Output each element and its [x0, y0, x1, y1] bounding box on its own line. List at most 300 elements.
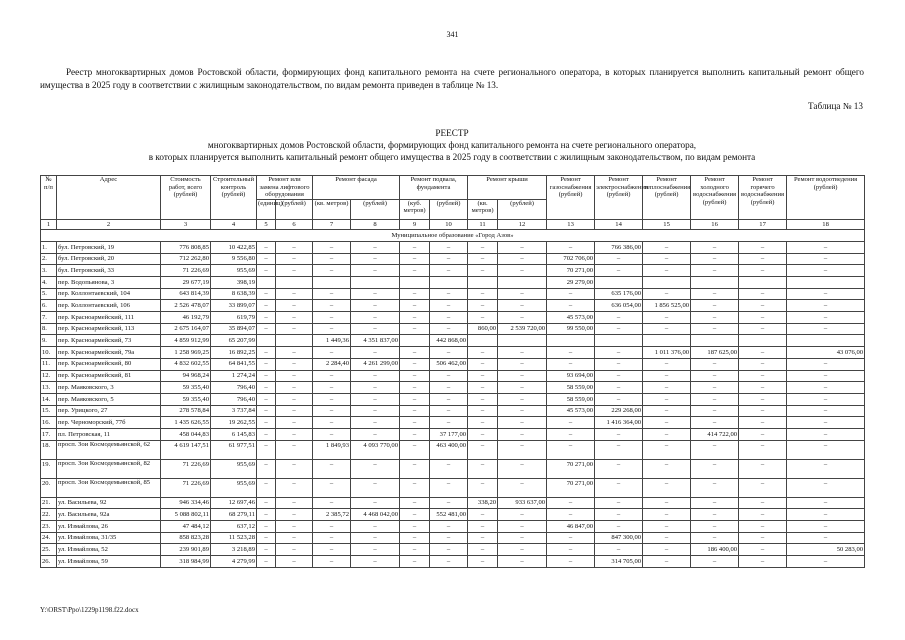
row-address: пер. Красноармейский, 113 — [57, 323, 161, 335]
table-row — [41, 241, 865, 253]
row-value: – — [430, 478, 468, 497]
row-value: – — [313, 323, 351, 335]
row-value: – — [430, 288, 468, 300]
row-value: – — [400, 300, 430, 312]
row-value: – — [351, 478, 400, 497]
row-value: – — [643, 382, 691, 394]
row-value: – — [498, 312, 547, 324]
row-value: – — [643, 417, 691, 429]
column-number: 9 — [400, 219, 430, 230]
row-value: – — [787, 370, 865, 382]
row-value: 71 226,69 — [161, 265, 211, 277]
header-roof-sqm: (кв. метров) — [468, 199, 498, 219]
row-value — [257, 277, 276, 289]
row-value: – — [595, 428, 643, 440]
header-units: (единиц) — [257, 199, 276, 219]
row-value: – — [691, 521, 739, 533]
row-value: – — [276, 347, 313, 359]
header-roof-rubles: (рублей) — [498, 199, 547, 219]
row-value: 847 300,00 — [595, 532, 643, 544]
row-value: – — [787, 428, 865, 440]
row-value: – — [691, 382, 739, 394]
row-address: пер. Красноармейский, 80 — [57, 358, 161, 370]
row-value: 10 422,85 — [211, 241, 257, 253]
column-number: 1 — [41, 219, 57, 230]
row-value: – — [276, 393, 313, 405]
row-value: – — [430, 393, 468, 405]
row-address: пер. Коллонтаевский, 106 — [57, 300, 161, 312]
row-value: – — [400, 393, 430, 405]
row-value: – — [739, 478, 787, 497]
row-value: – — [276, 556, 313, 568]
row-value: 463 400,00 — [430, 440, 468, 459]
row-value: – — [313, 478, 351, 497]
row-number: 7. — [41, 312, 57, 324]
row-value: – — [257, 382, 276, 394]
table-row — [41, 277, 865, 289]
table-row — [41, 532, 865, 544]
row-number: 12. — [41, 370, 57, 382]
row-value: 45 573,00 — [547, 312, 595, 324]
row-value: 712 262,80 — [161, 253, 211, 265]
row-value: – — [468, 544, 498, 556]
row-value: 59 355,40 — [161, 393, 211, 405]
row-number: 19. — [41, 459, 57, 478]
row-value: – — [257, 497, 276, 509]
row-value — [643, 277, 691, 289]
row-value: – — [739, 312, 787, 324]
row-value: – — [739, 405, 787, 417]
municipality-row — [41, 230, 865, 242]
row-value — [498, 335, 547, 347]
row-value: – — [400, 509, 430, 521]
row-value: – — [547, 300, 595, 312]
column-number: 13 — [547, 219, 595, 230]
row-value: 65 207,99 — [211, 335, 257, 347]
row-value: – — [430, 521, 468, 533]
row-value: – — [313, 544, 351, 556]
row-value: – — [351, 459, 400, 478]
row-value: – — [691, 393, 739, 405]
row-value: – — [739, 382, 787, 394]
row-value: – — [643, 312, 691, 324]
row-value: – — [400, 312, 430, 324]
row-value: – — [468, 459, 498, 478]
row-value: – — [351, 347, 400, 359]
row-value: – — [498, 358, 547, 370]
row-value: – — [595, 478, 643, 497]
row-number: 9. — [41, 335, 57, 347]
row-value: 1 435 626,55 — [161, 417, 211, 429]
row-number: 25. — [41, 544, 57, 556]
row-number: 15. — [41, 405, 57, 417]
header-facade-sqm: (кв. метров) — [313, 199, 351, 219]
row-value: 1 416 364,00 — [595, 417, 643, 429]
header-gas: Ремонт газоснабжения (рублей) — [547, 176, 595, 220]
row-value: – — [276, 509, 313, 521]
header-heat: Ремонт теплоснабжения (рублей) — [643, 176, 691, 220]
row-value: – — [276, 405, 313, 417]
row-value — [498, 277, 547, 289]
table-row — [41, 417, 865, 429]
row-number: 6. — [41, 300, 57, 312]
row-value: 4 093 770,00 — [351, 440, 400, 459]
page-number: 341 — [446, 30, 459, 39]
row-value: – — [547, 417, 595, 429]
row-value: 99 550,00 — [547, 323, 595, 335]
row-value: – — [468, 440, 498, 459]
table-row — [41, 459, 865, 478]
row-value — [595, 335, 643, 347]
row-value: 16 892,25 — [211, 347, 257, 359]
header-construction: Строительный контроль (рублей) — [211, 176, 257, 220]
row-value: – — [787, 440, 865, 459]
row-value: – — [691, 478, 739, 497]
row-value: 71 226,69 — [161, 459, 211, 478]
table-row — [41, 335, 865, 347]
row-value: – — [351, 370, 400, 382]
row-number: 3. — [41, 265, 57, 277]
row-value: – — [257, 440, 276, 459]
row-value: – — [595, 459, 643, 478]
row-value: 1 274,24 — [211, 370, 257, 382]
row-value: – — [351, 265, 400, 277]
row-value: – — [595, 265, 643, 277]
row-value: – — [468, 532, 498, 544]
row-number: 5. — [41, 288, 57, 300]
row-value: 955,69 — [211, 478, 257, 497]
row-value: 552 481,00 — [430, 509, 468, 521]
row-number: 13. — [41, 382, 57, 394]
row-value: – — [430, 459, 468, 478]
row-value: – — [276, 382, 313, 394]
register-subtitle-2: в которых планируется выполнить капитальный ремонт общего имущества в 2025 году в соответствии с жилищным законодательством, по видам ремонта — [148, 152, 756, 162]
row-value: 29 677,19 — [161, 277, 211, 289]
row-value: – — [787, 509, 865, 521]
row-value: – — [643, 509, 691, 521]
table-row — [41, 497, 865, 509]
row-value: – — [400, 405, 430, 417]
row-value: – — [595, 544, 643, 556]
row-value — [276, 277, 313, 289]
row-value: – — [739, 288, 787, 300]
row-value: – — [313, 347, 351, 359]
row-value: – — [468, 509, 498, 521]
row-value: – — [739, 393, 787, 405]
row-number: 4. — [41, 277, 57, 289]
row-value: – — [257, 478, 276, 497]
row-address: бул. Петровский, 33 — [57, 265, 161, 277]
row-value: – — [430, 300, 468, 312]
row-value: 8 638,39 — [211, 288, 257, 300]
row-value: – — [468, 358, 498, 370]
row-address: пер. Урицкого, 27 — [57, 405, 161, 417]
row-address: ул. Измайлова, 59 — [57, 556, 161, 568]
row-value: – — [430, 417, 468, 429]
header-num: № п/п — [41, 176, 57, 220]
row-value: 9 556,80 — [211, 253, 257, 265]
row-value: – — [547, 358, 595, 370]
row-value: – — [547, 428, 595, 440]
row-value: – — [276, 440, 313, 459]
row-value: 1 856 525,00 — [643, 300, 691, 312]
table-row — [41, 521, 865, 533]
row-value: – — [400, 478, 430, 497]
row-value: – — [313, 265, 351, 277]
column-number: 14 — [595, 219, 643, 230]
row-value — [595, 277, 643, 289]
row-value — [739, 335, 787, 347]
row-value: – — [498, 241, 547, 253]
row-value: – — [313, 417, 351, 429]
row-value: 70 271,00 — [547, 265, 595, 277]
row-value: 4 619 147,51 — [161, 440, 211, 459]
row-value: 229 268,00 — [595, 405, 643, 417]
row-value — [739, 277, 787, 289]
row-value: – — [313, 459, 351, 478]
row-value: – — [547, 509, 595, 521]
row-number: 24. — [41, 532, 57, 544]
row-value: – — [739, 556, 787, 568]
footer-file-path: Y:\ORST\Ppo\1229p1198.f22.docx — [40, 606, 139, 614]
table-row — [41, 544, 865, 556]
table-label: Таблица № 13 — [808, 101, 863, 111]
row-value: – — [468, 265, 498, 277]
row-address: ул. Измайлова, 31/35 — [57, 532, 161, 544]
table-row — [41, 347, 865, 359]
row-value: – — [787, 497, 865, 509]
header-foundation-rubles: (рублей) — [430, 199, 468, 219]
row-value: – — [547, 544, 595, 556]
column-number: 5 — [257, 219, 276, 230]
row-value: 2 526 478,07 — [161, 300, 211, 312]
row-value: – — [400, 370, 430, 382]
row-value: – — [739, 428, 787, 440]
row-value: 94 968,24 — [161, 370, 211, 382]
row-value: – — [595, 440, 643, 459]
row-value: – — [400, 459, 430, 478]
row-address: ул. Измайлова, 26 — [57, 521, 161, 533]
row-address: пер. Черноморский, 77б — [57, 417, 161, 429]
row-value: – — [498, 405, 547, 417]
intro-paragraph: Реестр многоквартирных домов Ростовской области, формирующих фонд капитального ремонта на счете регионального оператора, в которых планируется выполнить капитальный ремонт общего имущества в 2025 году в соответствии с жилищным законодательством, по видам ремонта приведен в таблице № 13. — [40, 67, 864, 90]
row-value: – — [739, 440, 787, 459]
row-value: – — [739, 417, 787, 429]
row-value: – — [351, 428, 400, 440]
row-value: 2 284,40 — [313, 358, 351, 370]
row-value: – — [739, 347, 787, 359]
row-address: бул. Петровский, 20 — [57, 253, 161, 265]
row-value: – — [400, 497, 430, 509]
row-address: пер. Красноармейский, 81 — [57, 370, 161, 382]
row-value: – — [468, 312, 498, 324]
table-row — [41, 370, 865, 382]
column-number: 16 — [691, 219, 739, 230]
row-address: пер. Маяковского, 5 — [57, 393, 161, 405]
row-value: 1 011 376,00 — [643, 347, 691, 359]
row-value: – — [400, 417, 430, 429]
row-value: – — [739, 265, 787, 277]
row-value: – — [498, 382, 547, 394]
row-value: – — [430, 497, 468, 509]
row-value: – — [547, 532, 595, 544]
row-value: – — [313, 253, 351, 265]
table-row — [41, 556, 865, 568]
row-value: – — [276, 312, 313, 324]
row-value: – — [430, 532, 468, 544]
table-row — [41, 265, 865, 277]
row-value — [787, 335, 865, 347]
row-value: – — [313, 497, 351, 509]
row-value — [430, 277, 468, 289]
row-value: – — [430, 323, 468, 335]
row-value: – — [257, 417, 276, 429]
row-value: – — [257, 358, 276, 370]
row-address: ул. Измайлова, 52 — [57, 544, 161, 556]
row-value: 11 523,28 — [211, 532, 257, 544]
row-address: пер. Красноармейский, 111 — [57, 312, 161, 324]
header-elevator: Ремонт или замена лифтового оборудования — [257, 176, 313, 200]
table-row — [41, 509, 865, 521]
header-elevator-rubles: (рублей) — [276, 199, 313, 219]
row-value: – — [691, 323, 739, 335]
row-value: – — [400, 521, 430, 533]
row-value: – — [595, 393, 643, 405]
row-value: – — [468, 521, 498, 533]
header-drainage: Ремонт водоотведения (рублей) — [787, 176, 865, 220]
column-number: 17 — [739, 219, 787, 230]
row-value: 71 226,69 — [161, 478, 211, 497]
row-value: 2 385,72 — [313, 509, 351, 521]
row-value: – — [498, 556, 547, 568]
row-value: 61 977,51 — [211, 440, 257, 459]
row-value: – — [498, 544, 547, 556]
row-value: – — [276, 323, 313, 335]
row-value: – — [691, 370, 739, 382]
row-value: – — [498, 440, 547, 459]
row-value: 70 271,00 — [547, 478, 595, 497]
row-value: 442 868,00 — [430, 335, 468, 347]
row-value: 4 351 837,00 — [351, 335, 400, 347]
row-value: – — [787, 300, 865, 312]
row-value: 318 984,99 — [161, 556, 211, 568]
row-value: – — [739, 358, 787, 370]
row-value: – — [257, 532, 276, 544]
row-value: – — [313, 556, 351, 568]
column-number: 11 — [468, 219, 498, 230]
row-value: 43 076,00 — [787, 347, 865, 359]
row-value: – — [430, 347, 468, 359]
column-number: 7 — [313, 219, 351, 230]
row-value: – — [691, 358, 739, 370]
row-value — [547, 335, 595, 347]
table-row — [41, 440, 865, 459]
row-value: 643 814,39 — [161, 288, 211, 300]
row-value: – — [313, 382, 351, 394]
table-row — [41, 253, 865, 265]
row-value: – — [739, 253, 787, 265]
table-row — [41, 288, 865, 300]
row-value: – — [257, 405, 276, 417]
row-value — [400, 335, 430, 347]
register-body — [41, 219, 865, 567]
row-value: – — [400, 382, 430, 394]
row-value: – — [257, 459, 276, 478]
row-value: 506 462,00 — [430, 358, 468, 370]
row-value: – — [400, 544, 430, 556]
row-value: 955,69 — [211, 265, 257, 277]
row-value: – — [739, 323, 787, 335]
row-value: – — [351, 417, 400, 429]
row-value: 4 261 299,00 — [351, 358, 400, 370]
row-value: – — [643, 478, 691, 497]
row-value: – — [257, 393, 276, 405]
row-address: просп. Зои Космодемьянской, 85 — [57, 478, 161, 497]
row-value: – — [313, 241, 351, 253]
row-value: – — [400, 440, 430, 459]
row-value: – — [787, 358, 865, 370]
row-value: – — [547, 347, 595, 359]
table-row — [41, 478, 865, 497]
row-value: – — [739, 497, 787, 509]
row-value: 858 823,28 — [161, 532, 211, 544]
row-value: – — [351, 532, 400, 544]
row-value: 68 279,11 — [211, 509, 257, 521]
row-value: – — [498, 347, 547, 359]
row-value: 398,19 — [211, 277, 257, 289]
header-hot-water: Ремонт горячего водоснабжения (рублей) — [739, 176, 787, 220]
row-value: – — [739, 459, 787, 478]
column-number: 15 — [643, 219, 691, 230]
row-value: – — [787, 393, 865, 405]
row-value — [276, 335, 313, 347]
table-row — [41, 382, 865, 394]
row-value: – — [787, 288, 865, 300]
row-value: – — [643, 370, 691, 382]
row-value: – — [257, 323, 276, 335]
row-value: – — [276, 370, 313, 382]
row-number: 16. — [41, 417, 57, 429]
row-value: – — [351, 382, 400, 394]
header-roof: Ремонт крыши — [468, 176, 547, 200]
row-value: – — [276, 265, 313, 277]
row-value: – — [351, 497, 400, 509]
row-value: – — [547, 497, 595, 509]
row-value: – — [787, 478, 865, 497]
row-value: 860,00 — [468, 323, 498, 335]
row-value: – — [787, 521, 865, 533]
row-value: – — [400, 323, 430, 335]
row-value: 6 145,83 — [211, 428, 257, 440]
row-value: – — [468, 288, 498, 300]
row-value: – — [400, 532, 430, 544]
column-number-row — [41, 219, 865, 230]
header-address: Адрес — [57, 176, 161, 220]
header-facade-rubles: (рублей) — [351, 199, 400, 219]
row-value: – — [643, 358, 691, 370]
row-value: – — [643, 241, 691, 253]
column-number: 12 — [498, 219, 547, 230]
row-value: 3 737,84 — [211, 405, 257, 417]
row-value: – — [257, 241, 276, 253]
column-number: 6 — [276, 219, 313, 230]
row-value: – — [547, 241, 595, 253]
row-value: – — [643, 440, 691, 459]
row-value: – — [498, 417, 547, 429]
row-value: – — [468, 300, 498, 312]
row-value: – — [691, 440, 739, 459]
row-value: – — [498, 393, 547, 405]
